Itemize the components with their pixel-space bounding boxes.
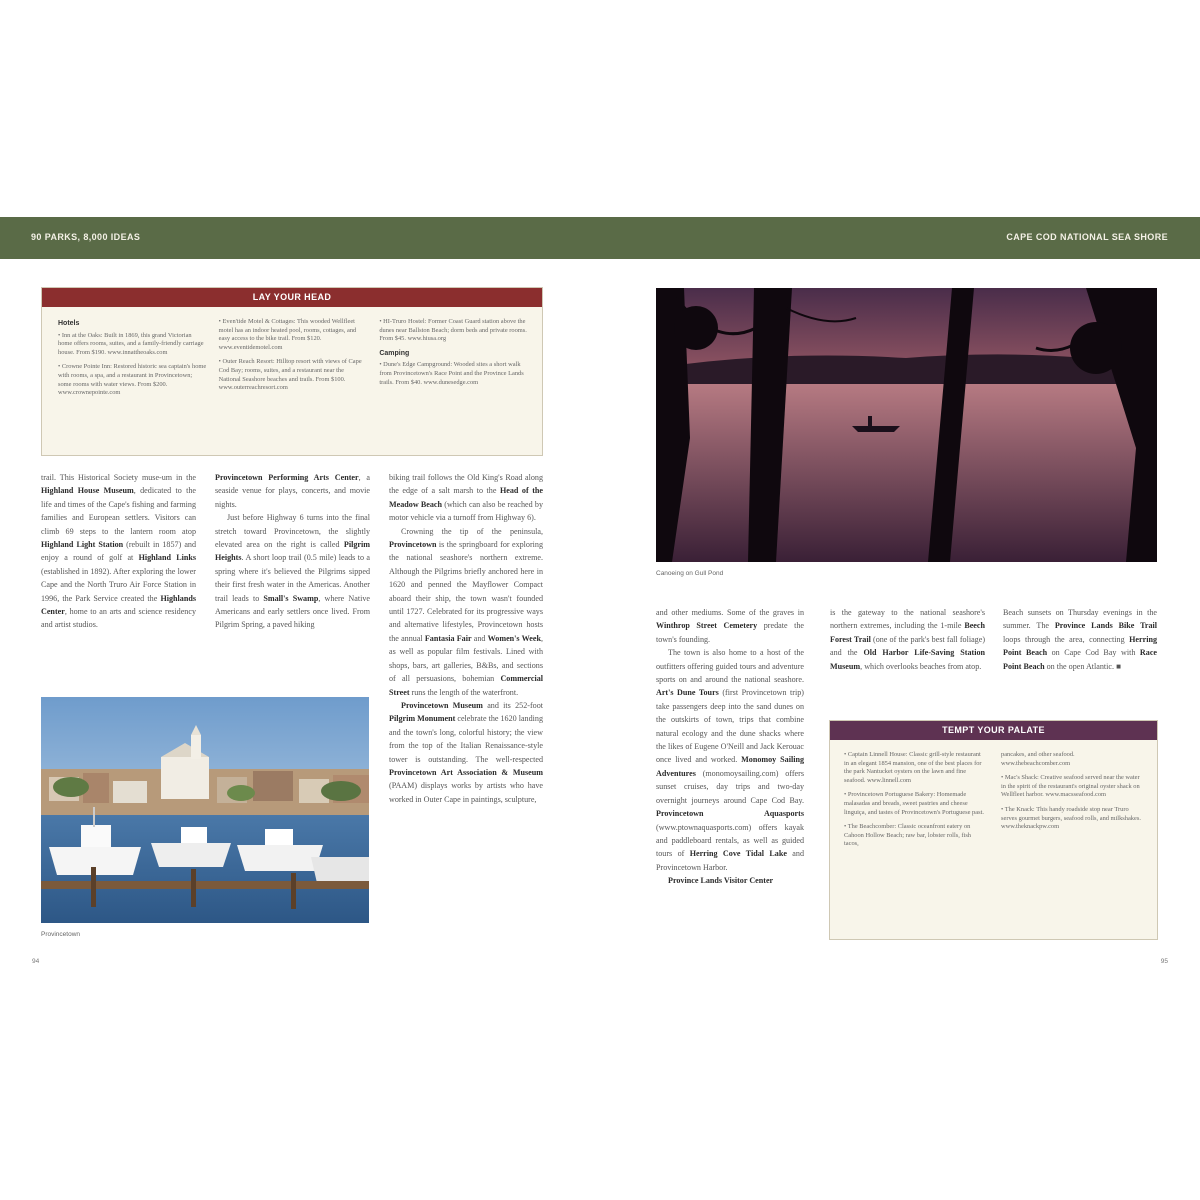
body-paragraph: Province Lands Visitor Center (668, 876, 774, 886)
body-paragraph: is the gateway to the national seashore's northern extremes, including the 1-mile Beech Forest Trail (one of the park's best fall foliage) and the Old Harbor Life-Saving Station Museum, which overlooks beaches from atop. (830, 608, 986, 671)
tempt-your-palate-sidebar (829, 720, 1158, 940)
tempt-entry: • The Knack: This handy roadside stop near Truro serves gourmet burgers, seafood rolls, and milkshakes. www.theknackpw.com (1001, 805, 1141, 831)
body-paragraph: trail. This Historical Society muse-um in the Highland House Museum, dedicated to the life and times of the Cape's fishing and farming families and European settlers. Visitors can climb 69 steps to the lantern room atop Highland Light Station (rebuilt in 1857) and enjoy a round of golf at Highland Links (established in 1892). After exploring the lower Cape and the North Truro Air Force Station in 1996, the Park Service created the Highlands Center, home to an arts and science residency and artist studios. (41, 473, 196, 630)
running-header-left: 90 PARKS, 8,000 IDEAS (31, 232, 141, 242)
tempt-entry: • Captain Linnell House: Classic grill-style restaurant in an elegant 1854 mansion, one of the best places for the park Nantucket oysters on the lawn and fine seafood. www.linnell.com (844, 751, 982, 784)
lay-entry: • Crowne Pointe Inn: Restored historic sea captain's home with rooms, a spa, and a restaurant in Provincetown; some rooms with water views. From $200. www.crownepointe.com (58, 363, 207, 397)
lay-entry: • Even'tide Motel & Cottages: This wooded Wellfleet motel has an indoor heated pool, rooms, cottages, and easy access to the bike trail. From $120. www.eventidemotel.com (218, 318, 357, 351)
lay-box-column-2 (219, 318, 368, 404)
provincetown-harbor-photo (41, 697, 369, 923)
body-paragraph: Crowning the tip of the peninsula, Provincetown is the springboard for exploring the national seashore's northern extreme. Although the Pilgrims briefly anchored here in 1620 and penned the Mayflower Compact aboard their ship, the town wasn't founded until 1727. Celebrated for its progressive ways and alternative lifestyles, Provincetown hosts the annual Fantasia Fair and Women's Week, as well as popular film festivals. Lined with shops, bars, art galleries, B&Bs, and sections of all persuasions, bohemian Commercial Street runs the length of the waterfront. (389, 526, 543, 697)
tempt-box-column-2 (1001, 751, 1144, 855)
photo-caption-left: Provincetown (41, 931, 81, 938)
tempt-entry: • Provincetown Portuguese Bakery: Homemade malasadas and breads, sweet pastries and cheese linguiça, and tastes of Provincetown's Portuguese past. (844, 791, 984, 816)
tempt-your-palate-title: TEMPT YOUR PALATE (830, 721, 1157, 740)
body-paragraph: Provincetown Museum and its 252-foot Pilgrim Monument celebrate the 1620 landing and the town's long, colorful history; the view from the top of the Italian Renaissance-style tower is outstanding. The well-respected Provincetown Art Association & Museum (PAAM) displays works by artists who have worked in Outer Cape in paintings, sculpture, (389, 700, 543, 804)
lay-entry: • Dune's Edge Campground: Wooded sites a short walk from Provincetown's Race Point and the Province Lands trails. From $40. www.dunesedge.com (379, 361, 524, 386)
body-paragraph: The town is also home to a host of the outfitters offering guided tours and adventure sports on and around the national seashore. Art's Dune Tours (first Provincetown trip) take passengers deep into the sand dunes on the outskirts of town, trips that combine natural ecology and the dune shacks where the likes of Eugene O'Neill and Jack Kerouac once lived and worked. Monomoy Sailing Adventures (monomoysailing.com) offers sunset cruises, day trips and two-day overnight journeys around Cape Cod Bay. Provincetown Aquasports (www.ptownaquasports.com) offers kayak and paddleboard rentals, as well as guided tours of Herring Cove Tidal Lake and Provincetown Harbor. (656, 648, 804, 872)
body-paragraph: Provincetown Performing Arts Center, a seaside venue for plays, concerts, and movie nights. (215, 473, 370, 509)
lay-entry: • HI-Truro Hostel: Former Coast Guard station above the dunes near Ballston Beach; dorm beds and private rooms. From $45. www.hiusa.org (379, 318, 527, 343)
right-body-col-1 (656, 606, 804, 942)
gull-pond-sunset-photo (656, 288, 1157, 562)
page-number-left: 94 (32, 958, 40, 965)
body-paragraph: biking trail follows the Old King's Road along the edge of a salt marsh to the Head of the Meadow Beach (which can also be reached by motor vehicle via a turnoff from Highway 6). (389, 473, 543, 523)
tempt-entry: • Mac's Shack: Creative seafood served near the water in the spirit of the restaurant's original oyster shack on Wellfleet harbor. www.macsseafood.com (1001, 774, 1140, 799)
lay-entry: • Inn at the Oaks: Built in 1869, this grand Victorian home offers rooms, suites, and a family-friendly carriage house. From $190. www.innattheoaks.com (58, 331, 204, 356)
left-body-col-2 (215, 471, 370, 632)
running-header-right: CAPE COD NATIONAL SEA SHORE (1006, 232, 1168, 242)
camping-subhead: Camping (379, 349, 410, 357)
page-number-right: 95 (1160, 958, 1168, 965)
body-paragraph: and other mediums. Some of the graves in Winthrop Street Cemetery predate the town's founding. (656, 608, 804, 644)
lay-your-head-title: LAY YOUR HEAD (42, 288, 542, 307)
lay-your-head-sidebar (41, 287, 543, 456)
hotels-subhead: Hotels (58, 320, 80, 327)
tempt-box-column-1 (844, 751, 987, 855)
lay-box-column-1 (58, 318, 207, 404)
header-band (0, 217, 1200, 259)
body-paragraph: Beach sunsets on Thursday evenings in the summer. The Province Lands Bike Trail loops through the area, connecting Herring Point Beach on Cape Cod Bay with Race Point Beach on the open Atlantic. ■ (1003, 608, 1157, 671)
lay-box-column-3 (379, 318, 528, 404)
body-paragraph: Just before Highway 6 turns into the final stretch toward Provincetown, the slightly elevated area on the right is called Pilgrim Heights. A short loop trail (0.5 mile) leads to a spring where it's believed the Pilgrims sipped their first fresh water in the Americas. Another trail leads to Small's Swamp, where Native Americans and early settlers once lived. From Pilgrim Spring, a paved hiking (215, 513, 370, 630)
right-body-col-2 (830, 606, 985, 673)
lay-entry: • Outer Reach Resort: Hilltop resort with views of Cape Cod Bay; rooms, suites, and a restaurant near the National Seashore beaches and trails. From $100. www.outerreachresort.com (218, 358, 362, 392)
right-body-col-3 (1003, 606, 1157, 673)
tempt-entry: pancakes, and other seafood. www.thebeachcomber.com (1001, 751, 1075, 767)
left-body-col-1 (41, 471, 196, 632)
photo-caption-right: Canoeing on Gull Pond (656, 570, 724, 577)
left-body-col-3 (389, 471, 543, 941)
tempt-entry: • The Beachcomber: Classic oceanfront eatery on Cahoon Hollow Beach; raw bar, lobster rolls, fish tacos, (844, 823, 971, 848)
